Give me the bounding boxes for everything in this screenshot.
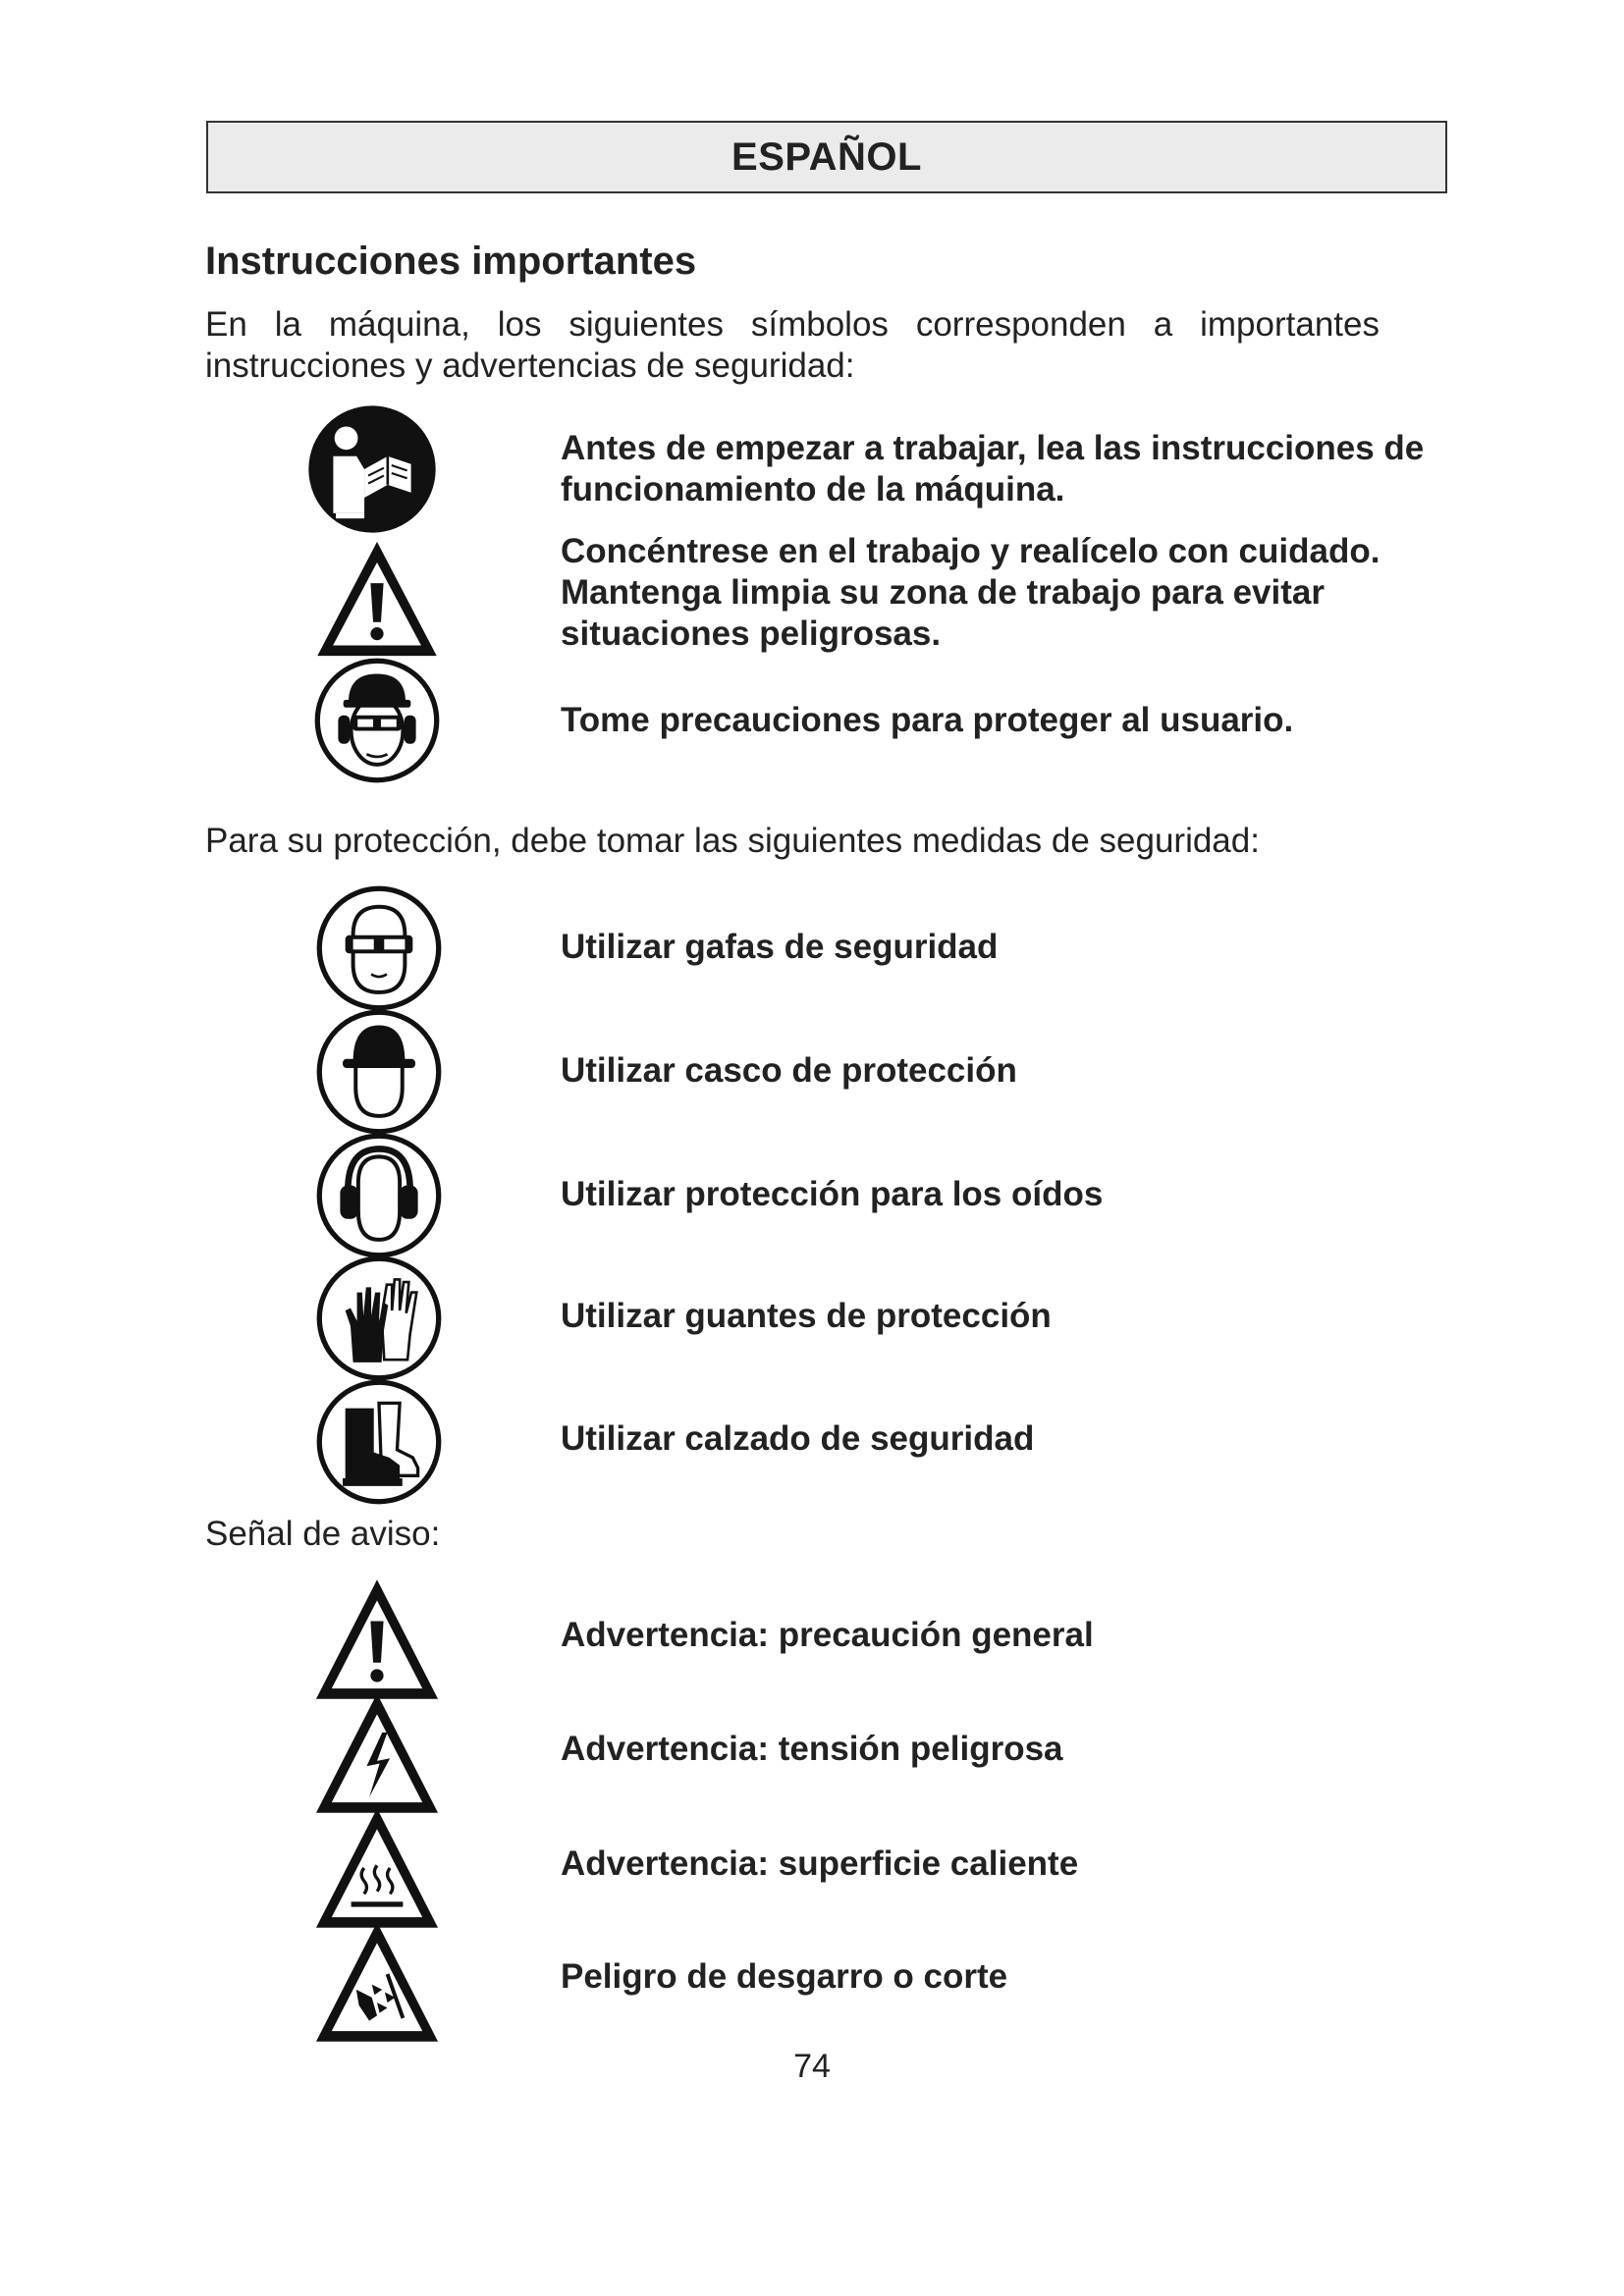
section-title: Instrucciones importantes xyxy=(205,240,697,283)
gloves-icon xyxy=(314,1254,444,1383)
protection-text-glasses: Utilizar gafas de seguridad xyxy=(561,928,999,966)
warning-text-hot: Advertencia: superficie caliente xyxy=(561,1844,1079,1883)
language-header: ESPAÑOL xyxy=(206,121,1447,193)
warning-text-general: Advertencia: precaución general xyxy=(561,1616,1094,1654)
safety-boot-icon xyxy=(314,1377,444,1507)
read-manual-icon xyxy=(307,404,437,534)
general-warning-icon xyxy=(312,1575,442,1704)
warning-icon xyxy=(312,534,442,664)
hot-surface-icon xyxy=(312,1803,442,1933)
protection-intro: Para su protección, debe tomar las siguientes medidas de seguridad: xyxy=(205,822,1260,860)
symbol-text-warning: Concéntrese en el trabajo y realícelo con cuidado. Mantenga limpia su zona de trabajo para evitar situaciones peligrosas. xyxy=(561,532,1380,653)
ear-protection-icon xyxy=(314,1131,444,1260)
warning-intro: Señal de aviso: xyxy=(205,1515,441,1553)
protection-text-helmet: Utilizar casco de protección xyxy=(561,1051,1017,1090)
cutting-hazard-icon xyxy=(312,1917,442,2047)
symbol-text-protective-gear: Tome precauciones para proteger al usuario. xyxy=(561,701,1294,739)
warning-text-cutting: Peligro de desgarro o corte xyxy=(561,1957,1008,1996)
protection-text-gloves: Utilizar guantes de protección xyxy=(561,1297,1052,1335)
protection-text-boots: Utilizar calzado de seguridad xyxy=(561,1419,1035,1458)
warning-text-electric: Advertencia: tensión peligrosa xyxy=(561,1730,1063,1768)
protective-gear-icon xyxy=(312,656,442,785)
page-number: 74 xyxy=(793,2048,831,2085)
electric-voltage-icon xyxy=(312,1688,442,1818)
intro-paragraph: En la máquina, los siguientes símbolos corresponden a importantes instrucciones y advertencias de seguridad: xyxy=(205,305,1380,385)
helmet-icon xyxy=(314,1007,444,1137)
protection-text-ears: Utilizar protección para los oídos xyxy=(561,1175,1104,1213)
safety-glasses-icon xyxy=(314,883,444,1013)
symbol-text-read-manual: Antes de empezar a trabajar, lea las instrucciones de funcionamiento de la máquina. xyxy=(561,429,1425,508)
